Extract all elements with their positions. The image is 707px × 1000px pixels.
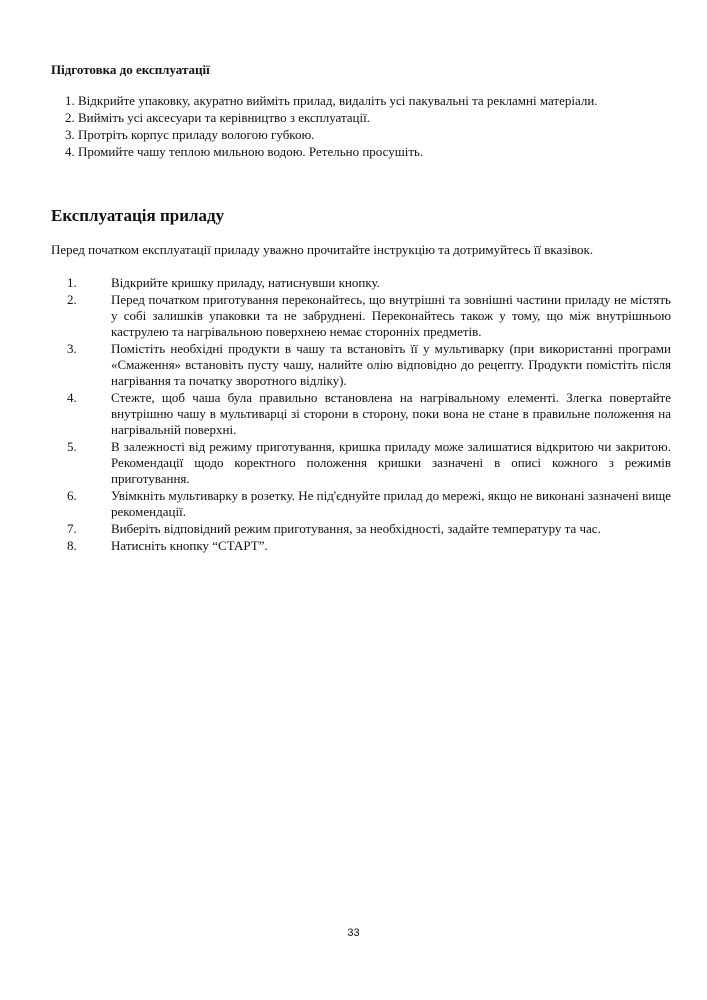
step-text: Відкрийте кришку приладу, натиснувши кнопку. [111, 275, 380, 290]
step-text: Натисніть кнопку “СТАРТ”. [111, 538, 268, 553]
step-number: 1. [67, 275, 77, 290]
step-number: 5. [67, 439, 77, 454]
step-number: 3. [67, 341, 77, 356]
step-text: Помістіть необхідні продукти в чашу та встановіть її у мультиварку (при використанні програми «Смаження» встановіть пусту чашу, налийте олію відповідно до рецепту. Продукти помістіть після нагрівання та початку зворотного відліку). [111, 341, 671, 388]
step-text: Увімкніть мультиварку в розетку. Не під'єднуйте прилад до мережі, якщо не виконані зазначені вище рекомендації. [111, 488, 671, 519]
preparation-step: 1. Відкрийте упаковку, акуратно вийміть прилад, видаліть усі пакувальні та рекламні матеріали. [65, 93, 598, 108]
step-number: 4. [67, 390, 77, 405]
operation-step [51, 488, 671, 520]
preparation-steps-list [65, 92, 675, 160]
step-text: Виберіть відповідний режим приготування, за необхідності, задайте температуру та час. [111, 521, 601, 536]
preparation-heading: Підготовка до експлуатації [51, 62, 210, 77]
operation-step [51, 538, 671, 554]
operation-intro: Перед початком експлуатації приладу уважно прочитайте інструкцію та дотримуйтесь її вказівок. [51, 242, 594, 257]
operation-step [51, 275, 671, 291]
operation-steps-list [51, 275, 671, 555]
step-text: Перед початком приготування переконайтесь, що внутрішні та зовнішні частини приладу не містять у собі залишків упаковки та не забруднені. Переконайтесь також у тому, що між внутрішньою каструлею та нагрівальною поверхнею немає сторонніх предметів. [111, 292, 671, 339]
step-number: 8. [67, 538, 77, 553]
page-number: 33 [347, 927, 360, 939]
step-number: 6. [67, 488, 77, 503]
step-text: Стежте, щоб чаша була правильно встановлена на нагрівальному елементі. Злегка повертайте внутрішню чашу в мультиварці зі сторони в сторону, поки вона не стане в правильне положення на нагрівальній поверхні. [111, 390, 671, 437]
preparation-step: 4. Промийте чашу теплою мильною водою. Ретельно просушіть. [65, 144, 424, 159]
operation-step [51, 521, 671, 537]
step-number: 2. [67, 292, 77, 307]
operation-step [51, 439, 671, 487]
step-text: В залежності від режиму приготування, кришка приладу може залишатися відкритою чи закритою. Рекомендації щодо коректного положення кришки зазначені в описі кожного з режимів приготування. [111, 439, 671, 486]
operation-heading: Експлуатація приладу [51, 206, 225, 225]
operation-step [51, 390, 671, 438]
operation-step [51, 292, 671, 340]
preparation-step: 2. Вийміть усі аксесуари та керівництво з експлуатації. [65, 110, 370, 125]
preparation-step: 3. Протріть корпус приладу вологою губкою. [65, 127, 315, 142]
step-number: 7. [67, 521, 77, 536]
operation-step [51, 341, 671, 389]
